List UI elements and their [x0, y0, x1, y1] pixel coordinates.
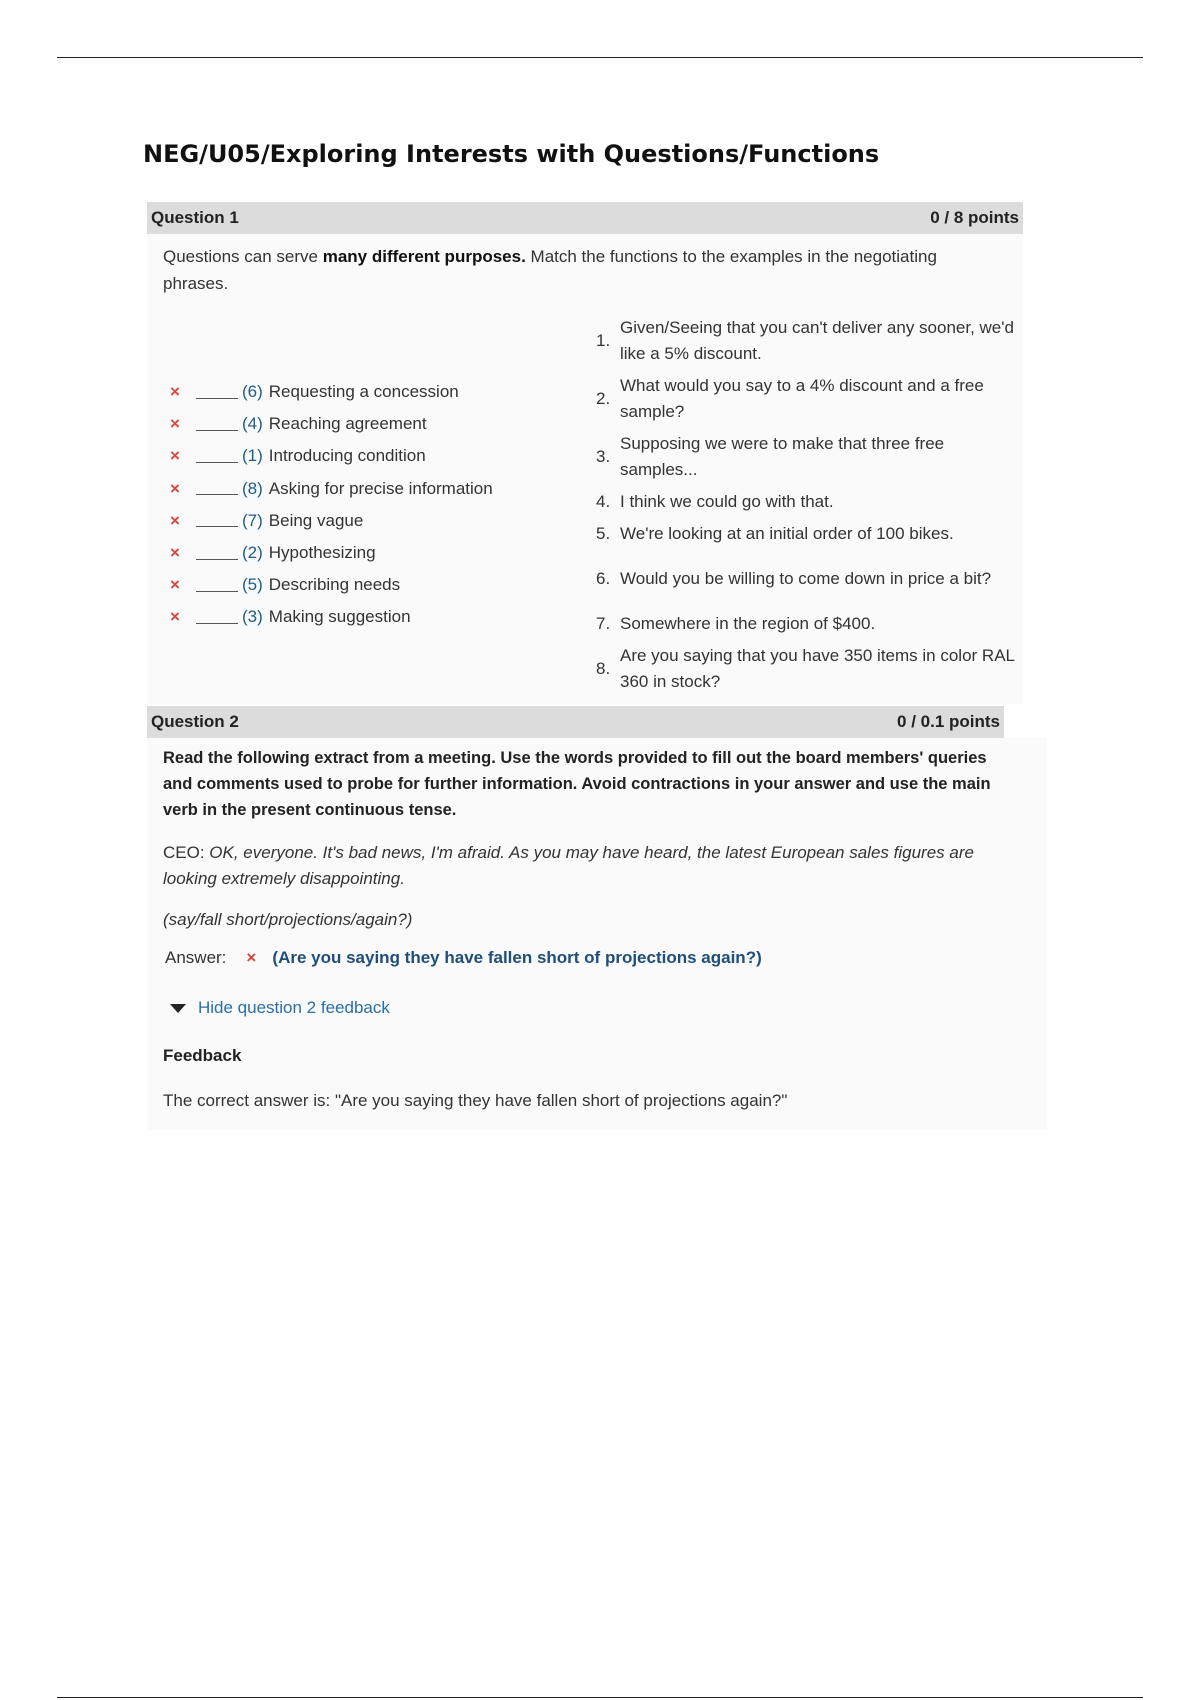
- selected-answer: (1): [242, 446, 263, 466]
- selected-answer: (5): [242, 575, 263, 595]
- phrase-number: 8.: [596, 659, 611, 678]
- answer-blank[interactable]: [196, 514, 238, 527]
- function-match-list: [170, 376, 493, 634]
- word-cue: (say/fall short/projections/again?): [163, 910, 413, 929]
- hide-feedback-toggle[interactable]: [170, 998, 390, 1018]
- ceo-text: OK, everyone. It's bad news, I'm afraid. As you may have heard, the latest European sales figures are looking extremely disappointing.: [163, 843, 974, 888]
- caret-down-icon: [170, 1004, 186, 1013]
- selected-answer: (8): [242, 478, 263, 498]
- function-match-item: [170, 601, 493, 633]
- phrase-number: 6.: [596, 569, 611, 588]
- function-match-item: [170, 473, 493, 505]
- answer-row: [165, 948, 762, 968]
- phrase-item: [596, 640, 1016, 698]
- prompt-text-bold: many different purposes.: [322, 247, 526, 266]
- phrase-item: [596, 312, 1016, 370]
- selected-answer: (6): [242, 382, 263, 402]
- phrase-item: [596, 370, 1016, 428]
- phrase-number: 5.: [596, 524, 611, 543]
- phrase-text: Would you be willing to come down in price a bit?: [620, 569, 992, 588]
- ceo-statement: [163, 840, 1008, 892]
- question-1-score: 0 / 8 points: [930, 208, 1019, 227]
- feedback-title: Feedback: [163, 1046, 242, 1065]
- phrase-item: [596, 608, 1016, 640]
- answer-blank[interactable]: [196, 611, 238, 624]
- incorrect-icon: ×: [246, 948, 257, 967]
- feedback-text: The correct answer is: "Are you saying they have fallen short of projections again?": [163, 1091, 788, 1110]
- function-label: Being vague: [268, 510, 364, 530]
- answer-blank[interactable]: [196, 386, 238, 399]
- incorrect-icon: ×: [170, 414, 180, 434]
- question-1-prompt: [163, 243, 993, 297]
- phrase-item: [596, 550, 1016, 608]
- phrase-number: 1.: [596, 331, 611, 350]
- answer-blank[interactable]: [196, 579, 238, 592]
- question-2-label: Question 2: [151, 712, 239, 731]
- function-match-item: [170, 569, 493, 601]
- answer-blank[interactable]: [196, 547, 238, 560]
- function-label: Describing needs: [268, 575, 401, 595]
- prompt-text-end: Match the functions to the examples in the negotiating phrases.: [163, 247, 937, 293]
- question-2-header: [147, 706, 1004, 738]
- incorrect-icon: ×: [170, 478, 180, 498]
- answer-value: (Are you saying they have fallen short of projections again?): [272, 948, 762, 967]
- incorrect-icon: ×: [170, 607, 180, 627]
- question-1-header: [147, 202, 1023, 234]
- hide-feedback-link[interactable]: Hide question 2 feedback: [198, 998, 390, 1017]
- question-1-label: Question 1: [151, 208, 239, 227]
- selected-answer: (4): [242, 414, 263, 434]
- function-label: Reaching agreement: [268, 414, 427, 434]
- function-label: Asking for precise information: [268, 478, 493, 498]
- answer-blank[interactable]: [196, 418, 238, 431]
- phrase-text: Supposing we were to make that three free samples...: [620, 434, 945, 479]
- phrase-text: Somewhere in the region of $400.: [620, 614, 876, 633]
- function-label: Making suggestion: [268, 607, 411, 627]
- incorrect-icon: ×: [170, 543, 180, 563]
- phrase-item: [596, 518, 1016, 550]
- phrase-number: 4.: [596, 492, 611, 511]
- ceo-speaker: CEO:: [163, 843, 210, 862]
- phrase-item: [596, 428, 1016, 486]
- function-match-item: [170, 376, 493, 408]
- selected-answer: (7): [242, 510, 263, 530]
- selected-answer: (2): [242, 543, 263, 563]
- incorrect-icon: ×: [170, 510, 180, 530]
- top-rule: [57, 57, 1143, 58]
- incorrect-icon: ×: [170, 575, 180, 595]
- phrase-item: [596, 486, 1016, 518]
- selected-answer: (3): [242, 607, 263, 627]
- function-label: Hypothesizing: [268, 543, 376, 563]
- function-match-item: [170, 505, 493, 537]
- function-match-item: [170, 440, 493, 472]
- function-label: Requesting a concession: [268, 382, 459, 402]
- incorrect-icon: ×: [170, 446, 180, 466]
- phrase-number: 3.: [596, 447, 611, 466]
- answer-blank[interactable]: [196, 450, 238, 463]
- phrase-text: What would you say to a 4% discount and a free sample?: [620, 376, 984, 421]
- question-2-score: 0 / 0.1 points: [897, 712, 1000, 731]
- phrase-text: Given/Seeing that you can't deliver any sooner, we'd like a 5% discount.: [620, 318, 1014, 363]
- phrase-list: [596, 312, 1016, 698]
- function-match-item: [170, 537, 493, 569]
- phrase-text: We're looking at an initial order of 100 bikes.: [620, 524, 954, 543]
- function-match-item: [170, 408, 493, 440]
- phrase-text: Are you saying that you have 350 items in color RAL 360 in stock?: [620, 646, 1015, 691]
- prompt-text-start: Questions can serve: [163, 247, 323, 266]
- phrase-text: I think we could go with that.: [620, 492, 834, 511]
- phrase-number: 7.: [596, 614, 611, 633]
- question-2-instructions: Read the following extract from a meeting. Use the words provided to fill out the board members' queries and comments used to probe for further information. Avoid contractions in your answer and use the main verb in the present continuous tense.: [163, 749, 991, 819]
- answer-blank[interactable]: [196, 482, 238, 495]
- incorrect-icon: ×: [170, 382, 180, 402]
- function-label: Introducing condition: [268, 446, 426, 466]
- answer-label: Answer:: [165, 948, 227, 967]
- document-title: NEG/U05/Exploring Interests with Questions/Functions: [143, 140, 880, 168]
- bottom-rule: [57, 1697, 1143, 1698]
- phrase-number: 2.: [596, 389, 611, 408]
